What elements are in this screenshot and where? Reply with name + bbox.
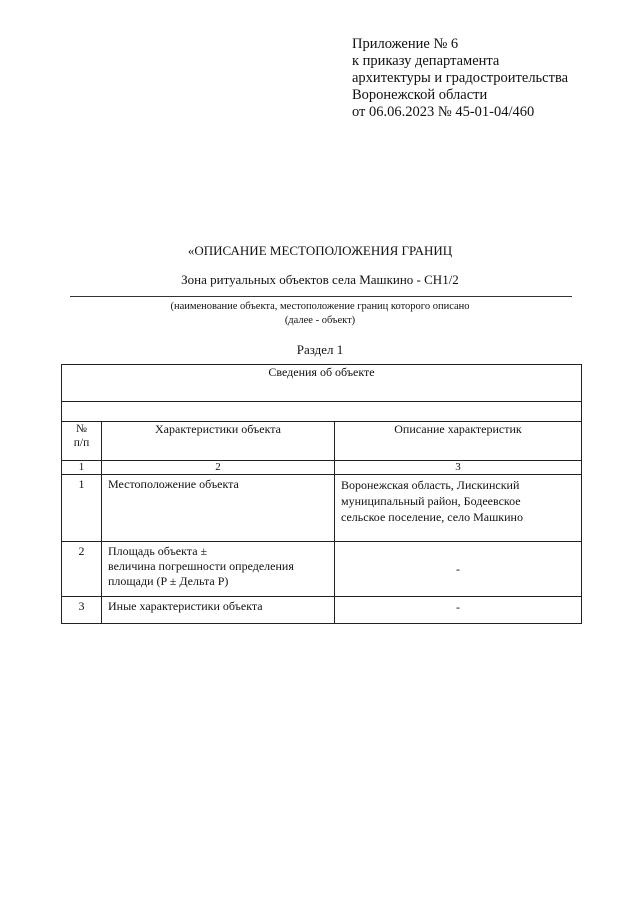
empty-cell (62, 402, 582, 422)
object-underline (70, 296, 572, 297)
column-number-row (62, 461, 582, 475)
row-num: 1 (62, 475, 102, 542)
appendix-header (352, 36, 568, 121)
appendix-line: Приложение № 6 (352, 36, 459, 52)
table-empty-row (62, 402, 582, 422)
row-num: 2 (62, 542, 102, 597)
row-description (335, 475, 582, 542)
description-line: Воронежская область, Лискинский (341, 478, 520, 492)
table-row (62, 542, 582, 597)
characteristic-line: Площадь объекта ± (108, 544, 208, 558)
table-title: Сведения об объекте (62, 365, 582, 402)
header-num-line: № (76, 423, 87, 435)
row-description: - (335, 542, 582, 597)
characteristic-line: Иные характеристики объекта (108, 599, 263, 613)
column-number: 2 (102, 461, 335, 475)
characteristic-line: величина погрешности определения (108, 559, 294, 573)
row-characteristic (102, 475, 335, 542)
object-caption-line: (наименование объекта, местоположение границ которого описано (170, 301, 470, 312)
characteristic-line: площади (P ± Дельта P) (108, 574, 229, 588)
table-row (62, 597, 582, 624)
object-info-table (61, 364, 582, 624)
description-line: муниципальный район, Бодеевское (341, 494, 521, 508)
appendix-line: Воронежской области (352, 87, 488, 103)
column-number: 1 (62, 461, 102, 475)
table-title-row (62, 365, 582, 402)
row-characteristic (102, 597, 335, 624)
section-title: Раздел 1 (296, 342, 344, 357)
appendix-line: архитектуры и градостроительства (352, 70, 569, 86)
appendix-line: к приказу департамента (352, 53, 500, 69)
document-title: «ОПИСАНИЕ МЕСТОПОЛОЖЕНИЯ ГРАНИЦ (187, 243, 453, 258)
header-description: Описание характеристик (335, 422, 582, 461)
object-caption (0, 300, 640, 328)
header-characteristics: Характеристики объекта (102, 422, 335, 461)
column-number: 3 (335, 461, 582, 475)
table-header-row (62, 422, 582, 461)
description-line: сельское поселение, село Машкино (341, 510, 523, 524)
object-caption-line: (далее - объект) (284, 315, 356, 326)
object-name: Зона ритуальных объектов села Машкино - СН1/2 (181, 272, 459, 287)
row-characteristic (102, 542, 335, 597)
row-num: 3 (62, 597, 102, 624)
characteristic-line: Местоположение объекта (108, 477, 239, 491)
header-num-line: п/п (73, 437, 90, 449)
row-description: - (335, 597, 582, 624)
appendix-line: от 06.06.2023 № 45-01-04/460 (352, 104, 535, 120)
table-row (62, 475, 582, 542)
header-num (62, 422, 102, 461)
